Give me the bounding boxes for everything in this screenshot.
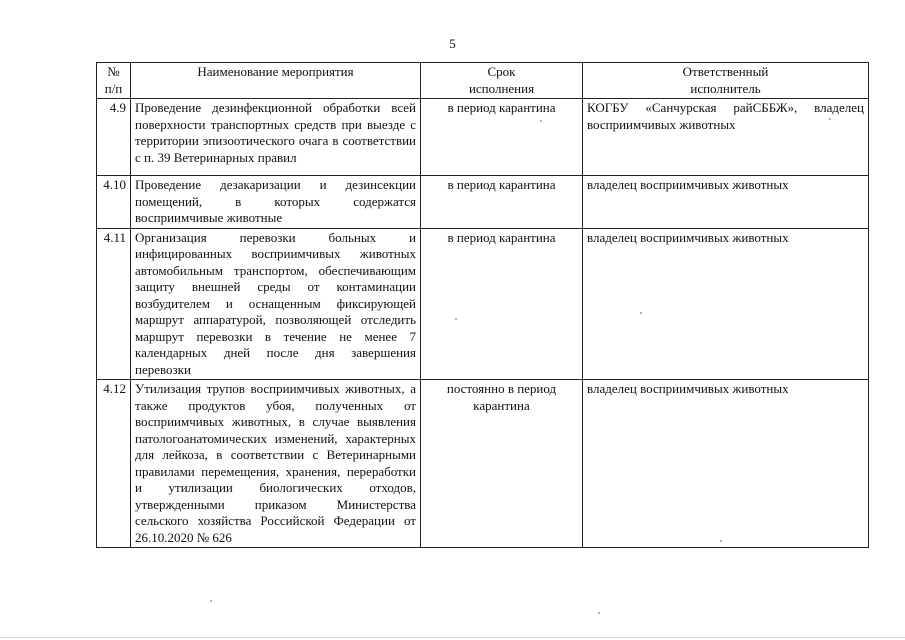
scan-speck [598,612,600,614]
row-responsible: владелец восприимчивых животных [583,176,869,229]
row-term: в период карантина [421,228,583,380]
header-term-line1: Срок [487,64,516,79]
table-row [97,99,869,176]
page-number: 5 [449,36,456,51]
table-row [97,228,869,380]
header-term [421,63,583,99]
row-measure-name: Проведение дезакаризации и дезинсекции помещений, в которых содержатся восприимчивые животные [131,176,421,229]
row-term: в период карантина [421,176,583,229]
header-responsible [583,63,869,99]
row-responsible: КОГБУ «Санчурская райСББЖ», владелец восприимчивых животных [583,99,869,176]
measures-table [96,62,869,548]
scan-speck [455,318,457,320]
header-responsible-line1: Ответственный [682,64,769,79]
row-number: 4.11 [97,228,131,380]
header-number [97,63,131,99]
row-measure-name: Утилизация трупов восприимчивых животных, а также продуктов убоя, полученных от восприимчивых животных, в случае выявления патологоанатомических изменений, характерных для лейкоза, в соответствии с Ветеринарными правилами перемещения, хранения, переработки и утилизации биологических отходов, утвержденными приказом Министерства сельского хозяйства Российской Федерации от 26.10.2020 № 626 [131,380,421,548]
row-responsible: владелец восприимчивых животных [583,380,869,548]
scan-edge-line [0,637,905,638]
row-number: 4.12 [97,380,131,548]
table-row [97,380,869,548]
row-responsible: владелец восприимчивых животных [583,228,869,380]
table-row [97,176,869,229]
scan-speck [829,118,831,120]
header-term-line2: исполнения [468,80,535,96]
row-measure-name: Проведение дезинфекционной обработки всей поверхности транспортных средств при выезде с территории эпизоотического очага в соответствии с п. 39 Ветеринарных правил [131,99,421,176]
header-name-text: Наименование мероприятия [197,64,354,79]
row-term: в период карантина [421,99,583,176]
row-number: 4.9 [97,99,131,176]
header-name [131,63,421,99]
table-header-row [97,63,869,99]
scan-speck [210,600,212,602]
header-number-line2: п/п [104,80,123,96]
scan-speck [720,540,722,542]
row-measure-name: Организация перевозки больных и инфицированных восприимчивых животных автомобильным транспортом, обеспечивающим защиту внешней среды от контаминации возбудителем и оснащенным фиксирующей маршрут аппаратурой, позволяющей отследить маршрут перевозки в течение не менее 7 календарных дней после дня завершения перевозки [131,228,421,380]
scan-speck [540,120,542,122]
row-term: постоянно в период карантина [421,380,583,548]
header-responsible-line2: исполнитель [690,80,761,96]
row-number: 4.10 [97,176,131,229]
scan-speck [640,312,642,314]
header-number-line1: № [107,64,120,79]
